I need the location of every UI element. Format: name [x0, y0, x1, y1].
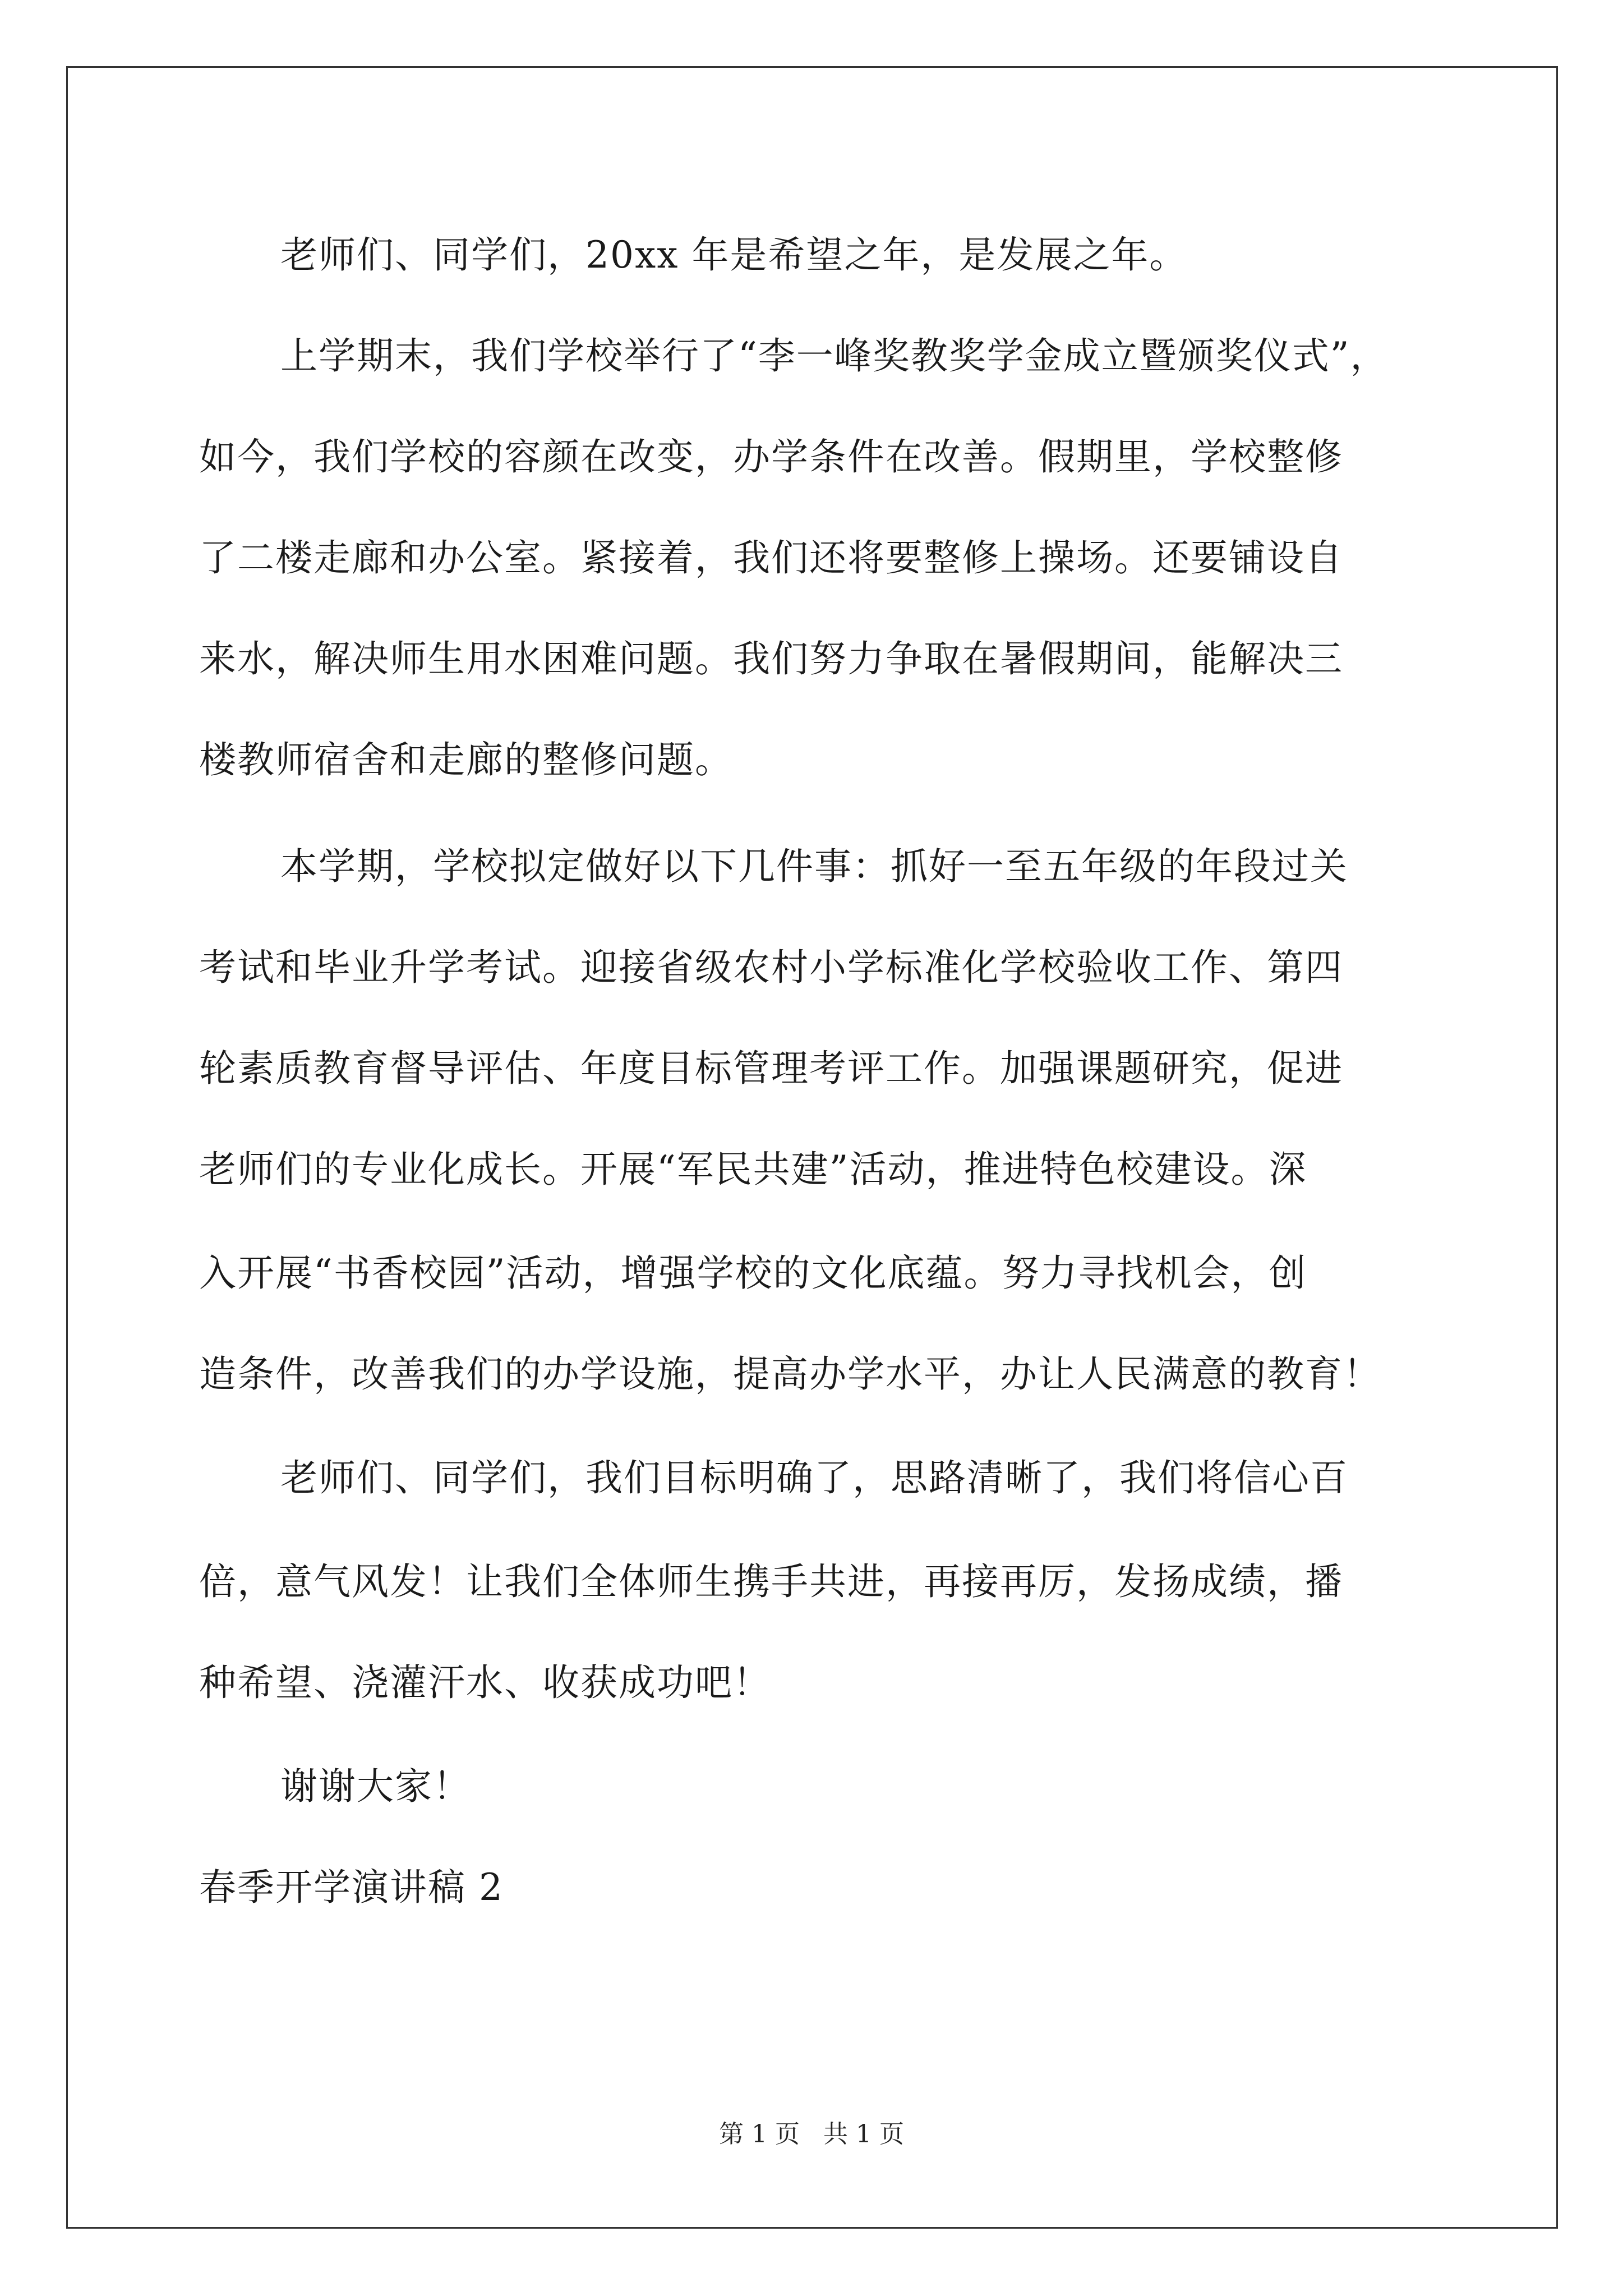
- paragraph-3-line-3: 轮素质教育督导评估、年度目标管理考评工作。加强课题研究，促进: [199, 1047, 1343, 1090]
- paragraph-2-line-5: 楼教师宿舍和走廊的整修问题。: [199, 738, 733, 781]
- page-number-footer: 第 1 页 共 1 页: [719, 2120, 904, 2148]
- paragraph-3-line-4: 老师们的专业化成长。开展“军民共建”活动，推进特色校建设。深: [199, 1148, 1307, 1191]
- paragraph-2-line-1: 上学期末，我们学校举行了“李一峰奖教奖学金成立暨颁奖仪式”，: [280, 334, 1389, 378]
- paragraph-4-line-2: 倍，意气风发！让我们全体师生携手共进，再接再厉，发扬成绩，播: [199, 1560, 1343, 1603]
- paragraph-1-line-1: 老师们、同学们，20xx 年是希望之年，是发展之年。: [280, 233, 1188, 277]
- paragraph-4-line-3: 种希望、浇灌汗水、收获成功吧！: [199, 1661, 771, 1704]
- closing-line: 谢谢大家！: [280, 1765, 471, 1808]
- paragraph-3-line-5: 入开展“书香校园”活动，增强学校的文化底蕴。努力寻找机会，创: [199, 1251, 1307, 1295]
- paragraph-3-line-2: 考试和毕业升学考试。迎接省级农村小学标准化学校验收工作、第四: [199, 946, 1343, 989]
- paragraph-4-line-1: 老师们、同学们，我们目标明确了，思路清晰了，我们将信心百: [280, 1456, 1348, 1499]
- paragraph-2-line-4: 来水，解决师生用水困难问题。我们努力争取在暑假期间，能解决三: [199, 637, 1343, 680]
- paragraph-2-line-2: 如今，我们学校的容颜在改变，办学条件在改善。假期里，学校整修: [199, 435, 1343, 478]
- section-heading: 春季开学演讲稿 2: [199, 1866, 504, 1909]
- paragraph-3-line-6: 造条件，改善我们的办学设施，提高办学水平，办让人民满意的教育！: [199, 1352, 1381, 1396]
- paragraph-2-line-3: 了二楼走廊和办公室。紧接着，我们还将要整修上操场。还要铺设自: [199, 536, 1343, 579]
- paragraph-3-line-1: 本学期，学校拟定做好以下几件事：抓好一至五年级的年段过关: [280, 845, 1348, 888]
